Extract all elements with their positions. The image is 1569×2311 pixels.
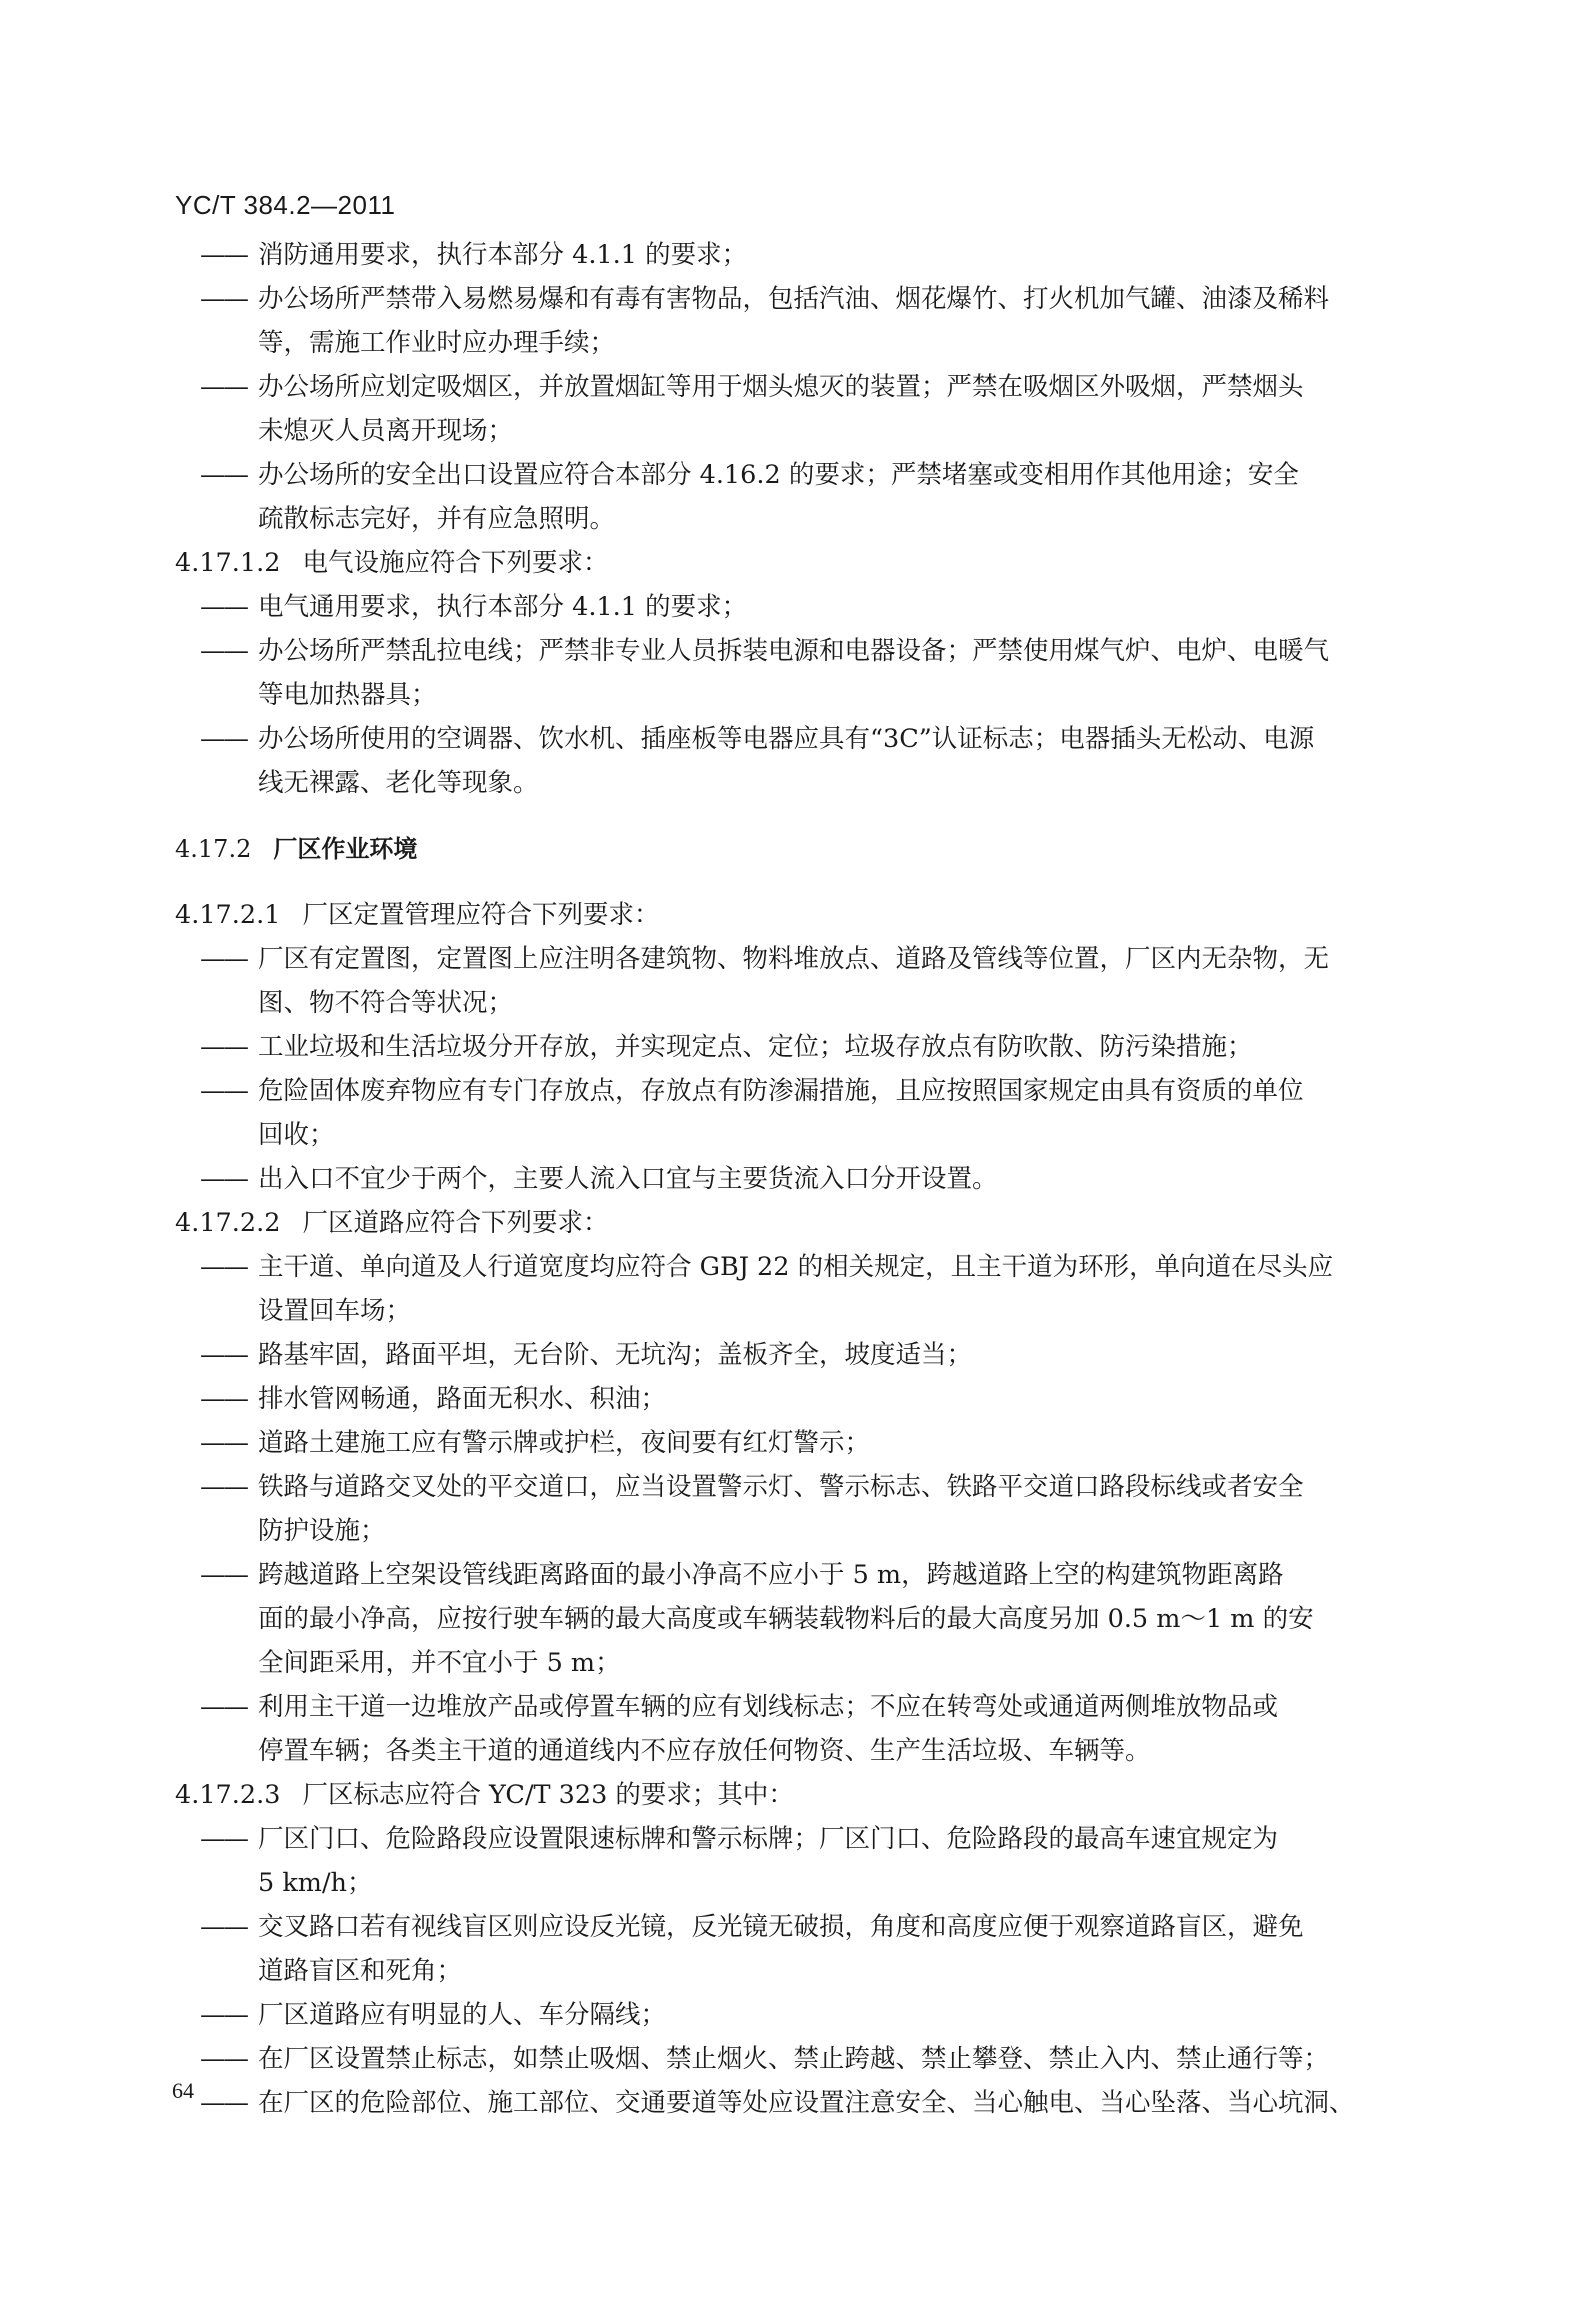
list-item	[175, 1333, 1399, 1377]
text-line: 道路盲区和死角；	[258, 1956, 463, 1986]
list-item	[175, 1025, 1399, 1069]
standard-code: YC/T 384.2—2011	[175, 190, 396, 220]
text-line: 回收；	[258, 1120, 335, 1150]
list-item-text	[258, 1333, 1399, 1377]
clause-text: 厂区标志应符合 YC/T 323 的要求；其中：	[302, 1780, 794, 1810]
text-line: 厂区门口、危险路段应设置限速标牌和警示标牌；厂区门口、危险路段的最高车速宜规定为	[258, 1824, 1279, 1854]
list-item-text	[258, 2037, 1399, 2081]
list-block-2	[175, 585, 1399, 805]
list-dash: ——	[200, 460, 247, 490]
list-dash: ——	[200, 2044, 247, 2074]
text-line: 等电加热器具；	[258, 680, 437, 710]
clause-number: 4.17.2.3	[175, 1780, 281, 1810]
text-line: 等，需施工作业时应办理手续；	[258, 328, 616, 358]
list-item-text	[258, 1905, 1399, 1993]
list-item-text	[258, 1465, 1399, 1553]
list-item-text	[258, 1157, 1399, 1201]
list-dash: ——	[200, 944, 247, 974]
list-dash: ——	[200, 240, 247, 270]
section-number: 4.17.2	[175, 835, 252, 863]
text-line: 主干道、单向道及人行道宽度均应符合 GBJ 22 的相关规定，且主干道为环形，单向道在尽头应	[258, 1252, 1334, 1282]
list-dash: ——	[200, 724, 247, 754]
list-item-text	[258, 277, 1399, 365]
clause-number: 4.17.2.1	[175, 900, 281, 930]
list-item-text	[258, 453, 1399, 541]
list-item-text	[258, 365, 1399, 453]
text-line: 消防通用要求，执行本部分 4.1.1 的要求；	[258, 240, 748, 270]
list-item	[175, 2081, 1399, 2125]
list-item-text	[258, 1245, 1399, 1333]
clause-4-17-2-1	[175, 893, 1399, 937]
clause-text: 厂区定置管理应符合下列要求：	[302, 900, 660, 930]
list-dash: ——	[200, 1560, 247, 1590]
list-item	[175, 233, 1399, 277]
list-item	[175, 453, 1399, 541]
clause-number: 4.17.2.2	[175, 1208, 281, 1238]
text-line: 面的最小净高，应按行驶车辆的最大高度或车辆装载物料后的最大高度另加 0.5 m～1 m 的安	[258, 1604, 1314, 1634]
list-item-text	[258, 1421, 1399, 1465]
list-block-1	[175, 233, 1399, 541]
list-item-text	[258, 717, 1399, 805]
list-item	[175, 1377, 1399, 1421]
list-item	[175, 937, 1399, 1025]
list-dash: ——	[200, 1428, 247, 1458]
list-dash: ——	[200, 592, 247, 622]
list-item-text	[258, 1069, 1399, 1157]
text-line: 防护设施；	[258, 1516, 386, 1546]
text-line: 停置车辆；各类主干道的通道线内不应存放任何物资、生产生活垃圾、车辆等。	[258, 1736, 1151, 1766]
list-item-text	[258, 1377, 1399, 1421]
text-line: 图、物不符合等状况；	[258, 988, 514, 1018]
list-item	[175, 1685, 1399, 1773]
text-line: 铁路与道路交叉处的平交道口，应当设置警示灯、警示标志、铁路平交道口路段标线或者安全	[258, 1472, 1304, 1502]
text-line: 道路土建施工应有警示牌或护栏，夜间要有红灯警示；	[258, 1428, 871, 1458]
text-line: 在厂区的危险部位、施工部位、交通要道等处应设置注意安全、当心触电、当心坠落、当心坑洞、	[258, 2088, 1355, 2118]
list-item-text	[258, 629, 1399, 717]
text-line: 在厂区设置禁止标志，如禁止吸烟、禁止烟火、禁止跨越、禁止攀登、禁止入内、禁止通行等；	[258, 2044, 1330, 2074]
text-line: 电气通用要求，执行本部分 4.1.1 的要求；	[258, 592, 748, 622]
list-dash: ——	[200, 372, 247, 402]
text-line: 利用主干道一边堆放产品或停置车辆的应有划线标志；不应在转弯处或通道两侧堆放物品或	[258, 1692, 1279, 1722]
list-block-4	[175, 1245, 1399, 1773]
text-line: 出入口不宜少于两个，主要人流入口宜与主要货流入口分开设置。	[258, 1164, 998, 1194]
list-item	[175, 1553, 1399, 1685]
list-item-text	[258, 1025, 1399, 1069]
list-item	[175, 1905, 1399, 1993]
list-dash: ——	[200, 1076, 247, 1106]
section-heading-4-17-2	[175, 827, 1399, 871]
list-dash: ——	[200, 1252, 247, 1282]
list-dash: ——	[200, 1164, 247, 1194]
list-dash: ——	[200, 1472, 247, 1502]
list-dash: ——	[200, 2000, 247, 2030]
list-dash: ——	[200, 1692, 247, 1722]
page-number: 64	[172, 2078, 194, 2103]
list-item-text	[258, 1817, 1399, 1905]
text-line: 疏散标志完好，并有应急照明。	[258, 504, 616, 534]
list-dash: ——	[200, 636, 247, 666]
list-item-text	[258, 585, 1399, 629]
list-item	[175, 365, 1399, 453]
text-line: 跨越道路上空架设管线距离路面的最小净高不应小于 5 m，跨越道路上空的构建筑物距离路	[258, 1560, 1284, 1590]
text-line: 办公场所使用的空调器、饮水机、插座板等电器应具有“3C”认证标志；电器插头无松动、电源	[258, 724, 1315, 754]
clause-4-17-2-2	[175, 1201, 1399, 1245]
list-dash: ——	[200, 1824, 247, 1854]
clause-4-17-1-2	[175, 541, 1399, 585]
text-line: 办公场所严禁带入易燃易爆和有毒有害物品，包括汽油、烟花爆竹、打火机加气罐、油漆及稀料	[258, 284, 1330, 314]
text-line: 厂区有定置图，定置图上应注明各建筑物、物料堆放点、道路及管线等位置，厂区内无杂物，无	[258, 944, 1330, 974]
list-dash: ——	[200, 1340, 247, 1370]
list-item	[175, 1421, 1399, 1465]
list-item-text	[258, 2081, 1399, 2125]
text-line: 办公场所的安全出口设置应符合本部分 4.16.2 的要求；严禁堵塞或变相用作其他用途；安全	[258, 460, 1299, 490]
list-item	[175, 1245, 1399, 1333]
text-line: 未熄灭人员离开现场；	[258, 416, 514, 446]
text-line: 办公场所应划定吸烟区，并放置烟缸等用于烟头熄灭的装置；严禁在吸烟区外吸烟，严禁烟头	[258, 372, 1304, 402]
list-item	[175, 629, 1399, 717]
list-dash: ——	[200, 1384, 247, 1414]
list-item-text	[258, 233, 1399, 277]
list-item	[175, 277, 1399, 365]
list-item	[175, 1993, 1399, 2037]
list-item	[175, 1465, 1399, 1553]
list-item	[175, 1157, 1399, 1201]
list-item-text	[258, 1993, 1399, 2037]
list-item	[175, 717, 1399, 805]
text-line: 厂区道路应有明显的人、车分隔线；	[258, 2000, 667, 2030]
clause-text: 厂区道路应符合下列要求：	[302, 1208, 609, 1238]
list-dash: ——	[200, 1912, 247, 1942]
list-item	[175, 1069, 1399, 1157]
text-line: 路基牢固，路面平坦，无台阶、无坑沟；盖板齐全，坡度适当；	[258, 1340, 973, 1370]
text-line: 全间距采用，并不宜小于 5 m；	[258, 1648, 621, 1678]
list-block-3	[175, 937, 1399, 1201]
list-dash: ——	[200, 1032, 247, 1062]
list-dash: ——	[200, 2088, 247, 2118]
text-line: 工业垃圾和生活垃圾分开存放，并实现定点、定位；垃圾存放点有防吹散、防污染措施；	[258, 1032, 1253, 1062]
clause-4-17-2-3	[175, 1773, 1399, 1817]
list-item-text	[258, 937, 1399, 1025]
list-item	[175, 1817, 1399, 1905]
clause-number: 4.17.1.2	[175, 548, 281, 578]
section-title: 厂区作业环境	[273, 835, 418, 863]
text-line: 办公场所严禁乱拉电线；严禁非专业人员拆装电源和电器设备；严禁使用煤气炉、电炉、电暖气	[258, 636, 1330, 666]
text-line: 设置回车场；	[258, 1296, 412, 1326]
list-dash: ——	[200, 284, 247, 314]
list-block-5	[175, 1817, 1399, 2125]
list-item-text	[258, 1685, 1399, 1773]
text-line: 线无裸露、老化等现象。	[258, 768, 539, 798]
text-line: 危险固体废弃物应有专门存放点，存放点有防渗漏措施，且应按照国家规定由具有资质的单位	[258, 1076, 1304, 1106]
list-item-text	[258, 1553, 1399, 1685]
text-line: 交叉路口若有视线盲区则应设反光镜，反光镜无破损，角度和高度应便于观察道路盲区，避免	[258, 1912, 1304, 1942]
text-line: 5 km/h；	[258, 1868, 373, 1898]
list-item	[175, 585, 1399, 629]
clause-text: 电气设施应符合下列要求：	[302, 548, 609, 578]
list-item	[175, 2037, 1399, 2081]
text-line: 排水管网畅通，路面无积水、积油；	[258, 1384, 667, 1414]
